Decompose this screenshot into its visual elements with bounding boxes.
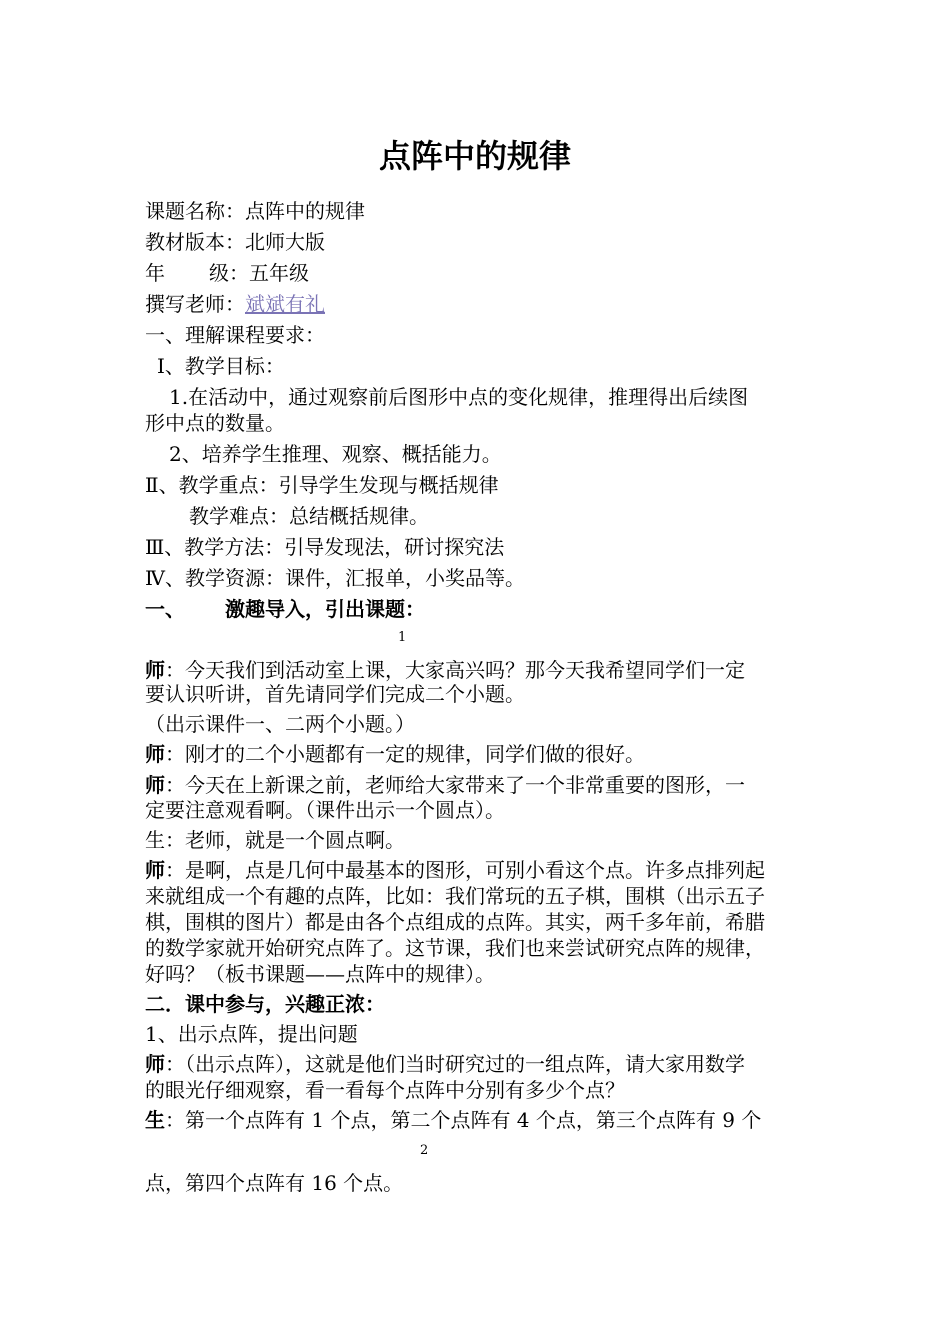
dialog-line: 生：第一个点阵有 1 个点，第二个点阵有 4 个点，第三个点阵有 9 个 [145,1108,762,1132]
dialog-line: 的数学家就开始研究点阵了。这节课，我们也来尝试研究点阵的规律， [145,936,765,960]
text-line: Ⅳ、教学资源：课件，汇报单，小奖品等。 [145,566,525,590]
meta-author: 撰写老师：斌斌有礼 [145,292,325,316]
dialog-line: 师：今天在上新课之前，老师给大家带来了一个非常重要的图形，一 [145,773,745,797]
meta-course-name: 课题名称：点阵中的规律 [145,199,365,223]
dialog-line: 来就组成一个有趣的点阵，比如：我们常玩的五子棋，围棋（出示五子 [145,884,765,908]
meta-textbook: 教材版本：北师大版 [145,230,325,254]
page-number: 2 [420,1143,429,1158]
text-line: 形中点的数量。 [145,411,285,435]
dialog-line: 师：今天我们到活动室上课，大家高兴吗？那今天我希望同学们一定 [145,658,745,682]
text-line: Ⅲ、教学方法：引导发现法，研讨探究法 [145,535,505,559]
text-line: 一、理解课程要求： [145,323,325,347]
page-number: 1 [398,630,407,645]
author-link[interactable]: 斌斌有礼 [245,292,325,316]
section-heading-1: 一、 激趣导入，引出课题： [145,597,425,621]
dialog-line: （出示课件一、二两个小题。） [145,712,415,736]
dialog-line: 点，第四个点阵有 16 个点。 [145,1171,404,1195]
dialog-line: 的眼光仔细观察，看一看每个点阵中分别有多少个点？ [145,1078,625,1102]
section-heading-2: 二．课中参与，兴趣正浓： [145,992,385,1016]
text-line: Ⅱ、教学重点：引导学生发现与概括规律 [145,473,499,497]
meta-grade: 年 级：五年级 [145,261,309,285]
dialog-line: 好吗？（板书课题——点阵中的规律）。 [145,962,495,986]
text-line: 1.在活动中，通过观察前后图形中点的变化规律，推理得出后续图 [169,385,749,409]
text-line: 2、培养学生推理、观察、概括能力。 [169,442,502,466]
page-title: 点阵中的规律 [378,137,571,175]
dialog-line: 定要注意观看啊。（课件出示一个圆点）。 [145,798,505,822]
dialog-line: 棋，围棋的图片）都是由各个点组成的点阵。其实，两千多年前，希腊 [145,910,765,934]
text-line: 教学难点：总结概括规律。 [189,504,429,528]
dialog-line: 要认识听讲，首先请同学们完成二个小题。 [145,682,525,706]
dialog-line: 师：是啊，点是几何中最基本的图形，可别小看这个点。许多点排列起 [145,858,765,882]
dialog-line: 生：老师，就是一个圆点啊。 [145,828,405,852]
dialog-line: 师：（出示点阵），这就是他们当时研究过的一组点阵，请大家用数学 [145,1052,745,1076]
text-line: Ⅰ、教学目标： [157,354,285,378]
dialog-line: 师：刚才的二个小题都有一定的规律，同学们做的很好。 [145,742,645,766]
dialog-line: 1、出示点阵，提出问题 [145,1022,358,1046]
